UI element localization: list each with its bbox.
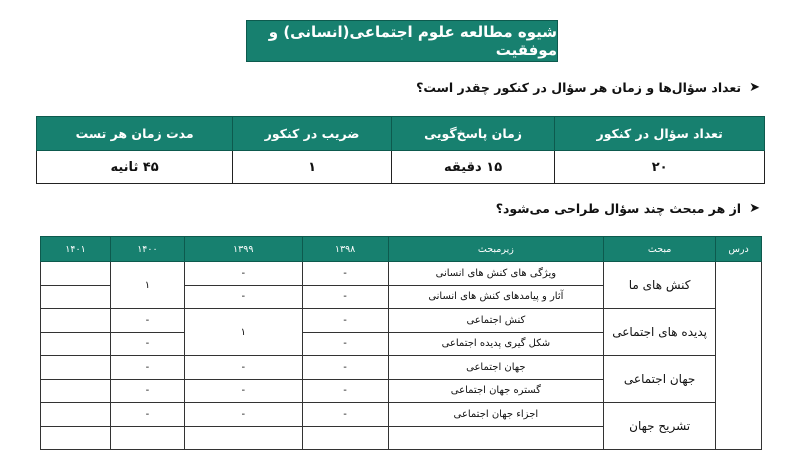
- summary-value: ۴۵ ثانیه: [37, 151, 233, 184]
- count-cell: [41, 285, 111, 309]
- arrow-icon: ➤: [749, 201, 760, 216]
- count-cell: [110, 426, 184, 450]
- summary-value: ۱: [233, 151, 392, 184]
- count-cell: -: [302, 262, 388, 286]
- topic-cell: تشریح جهان: [604, 403, 716, 450]
- topics-header-row: [41, 237, 762, 262]
- table-row: [41, 309, 762, 333]
- summary-header: مدت زمان هر تست: [37, 117, 233, 151]
- count-cell: -: [184, 356, 302, 380]
- subtopic-cell: جهان اجتماعی: [388, 356, 604, 380]
- subtopic-cell: [388, 426, 604, 450]
- count-cell: -: [110, 379, 184, 403]
- summary-header: ضریب در کنکور: [233, 117, 392, 151]
- page-title: شیوه مطالعه علوم اجتماعی(انسانی) و موفقیت: [246, 20, 558, 62]
- count-cell: -: [110, 403, 184, 427]
- count-cell: -: [302, 332, 388, 356]
- count-cell: -: [184, 285, 302, 309]
- summary-header-row: [37, 117, 765, 151]
- subtopic-cell: اجزاء جهان اجتماعی: [388, 403, 604, 427]
- count-cell: [41, 379, 111, 403]
- summary-header: تعداد سؤال در کنکور: [555, 117, 765, 151]
- topics-header: مبحث: [604, 237, 716, 262]
- count-cell: -: [110, 356, 184, 380]
- subtopic-cell: شکل گیری پدیده اجتماعی: [388, 332, 604, 356]
- question-1-text: تعداد سؤال‌ها و زمان هر سؤال در کنکور چقدر است؟: [416, 80, 742, 95]
- subtopic-cell: آثار و پیامدهای کنش های انسانی: [388, 285, 604, 309]
- count-cell: -: [184, 403, 302, 427]
- count-cell: -: [302, 403, 388, 427]
- count-cell: -: [184, 379, 302, 403]
- topics-header: ۱۳۹۸: [302, 237, 388, 262]
- count-cell: [41, 332, 111, 356]
- count-cell: -: [302, 285, 388, 309]
- topics-header: ۱۴۰۱: [41, 237, 111, 262]
- topic-cell: جهان اجتماعی: [604, 356, 716, 403]
- subtopic-cell: ویژگی های کنش های انسانی: [388, 262, 604, 286]
- table-row: [41, 262, 762, 286]
- count-cell: ۱: [110, 262, 184, 309]
- subtopic-cell: گستره جهان اجتماعی: [388, 379, 604, 403]
- summary-header: زمان پاسخ‌گویی: [391, 117, 554, 151]
- topics-header: درس: [716, 237, 762, 262]
- count-cell: [184, 426, 302, 450]
- question-2: [496, 201, 760, 216]
- count-cell: -: [110, 332, 184, 356]
- topic-cell: کنش های ما: [604, 262, 716, 309]
- count-cell: [41, 403, 111, 427]
- question-1: [416, 80, 760, 95]
- question-2-text: از هر مبحث چند سؤال طراحی می‌شود؟: [495, 201, 742, 216]
- subtopic-cell: کنش اجتماعی: [388, 309, 604, 333]
- summary-value: ۱۵ دقیقه: [391, 151, 554, 184]
- lesson-cell: [716, 262, 762, 450]
- topics-header: زیرمبحث: [388, 237, 604, 262]
- count-cell: ۱: [184, 309, 302, 356]
- topics-table: [40, 236, 762, 450]
- count-cell: -: [110, 309, 184, 333]
- summary-value: ۲۰: [555, 151, 765, 184]
- topics-header: ۱۳۹۹: [184, 237, 302, 262]
- count-cell: [41, 262, 111, 286]
- count-cell: [41, 356, 111, 380]
- count-cell: -: [184, 262, 302, 286]
- arrow-icon: ➤: [749, 80, 760, 95]
- count-cell: [41, 309, 111, 333]
- count-cell: -: [302, 379, 388, 403]
- table-row: [41, 356, 762, 380]
- table-row: [41, 403, 762, 427]
- topic-cell: پدیده های اجتماعی: [604, 309, 716, 356]
- summary-table: [36, 116, 765, 184]
- count-cell: -: [302, 356, 388, 380]
- count-cell: [302, 426, 388, 450]
- count-cell: -: [302, 309, 388, 333]
- count-cell: [41, 426, 111, 450]
- topics-header: ۱۴۰۰: [110, 237, 184, 262]
- summary-value-row: [37, 151, 765, 184]
